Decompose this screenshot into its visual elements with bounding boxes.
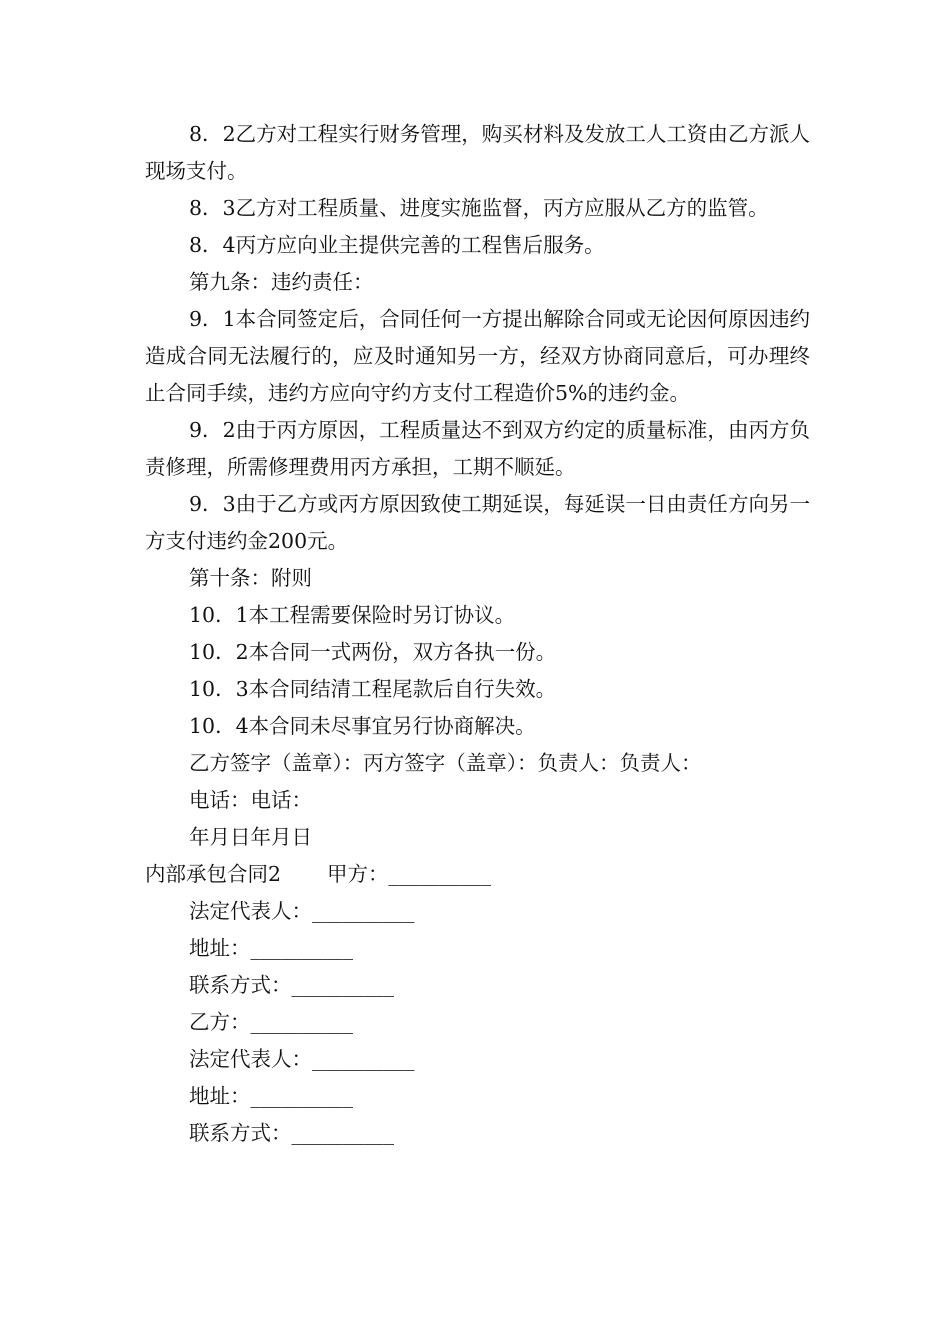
clause-9-1: 9．1本合同签定后，合同任何一方提出解除合同或无论因何原因违约造成合同无法履行的，应及时通知另一方，经双方协商同意后，可办理终止合同手续，违约方应向守约方支付工程造价5%的违约金。 bbox=[145, 307, 810, 405]
clause-10-3: 10．3本合同结清工程尾款后自行失效。 bbox=[189, 677, 557, 701]
party-a-address-field: 地址：__________ bbox=[189, 936, 353, 960]
party-b-representative-field: 法定代表人：__________ bbox=[189, 1047, 415, 1071]
document-body bbox=[145, 116, 810, 1152]
party-a-contact-field: 联系方式：__________ bbox=[189, 973, 394, 997]
party-b-field: 乙方：__________ bbox=[189, 1010, 353, 1034]
article-9-heading: 第九条：违约责任： bbox=[189, 270, 374, 294]
signature-line: 乙方签字（盖章）：丙方签字（盖章）：负责人：负责人： bbox=[189, 751, 702, 775]
party-a-field: 甲方：__________ bbox=[327, 862, 492, 886]
clause-8-4: 8．4丙方应向业主提供完善的工程售后服务。 bbox=[189, 233, 605, 257]
clause-8-2: 8．2乙方对工程实行财务管理，购买材料及发放工人工资由乙方派人现场支付。 bbox=[145, 122, 810, 183]
party-a-representative-field: 法定代表人：__________ bbox=[189, 899, 415, 923]
clause-10-2: 10．2本合同一式两份，双方各执一份。 bbox=[189, 640, 557, 664]
party-b-address-field: 地址：__________ bbox=[189, 1084, 353, 1108]
phone-line: 电话：电话： bbox=[189, 788, 312, 812]
clause-8-3: 8．3乙方对工程质量、进度实施监督，丙方应服从乙方的监管。 bbox=[189, 196, 769, 220]
party-b-contact-field: 联系方式：__________ bbox=[189, 1121, 394, 1145]
date-line: 年月日年月日 bbox=[189, 825, 312, 849]
contract2-title-line bbox=[145, 856, 810, 893]
clause-10-1: 10．1本工程需要保险时另订协议。 bbox=[189, 603, 516, 627]
contract2-title: 内部承包合同2 bbox=[145, 862, 282, 886]
article-10-heading: 第十条：附则 bbox=[189, 566, 312, 590]
clause-9-2: 9．2由于丙方原因，工程质量达不到双方约定的质量标准，由丙方负责修理，所需修理费用丙方承担，工期不顺延。 bbox=[145, 418, 810, 479]
clause-10-4: 10．4本合同未尽事宜另行协商解决。 bbox=[189, 714, 536, 738]
clause-9-3: 9．3由于乙方或丙方原因致使工期延误，每延误一日由责任方向另一方支付违约金200元。 bbox=[145, 492, 810, 553]
